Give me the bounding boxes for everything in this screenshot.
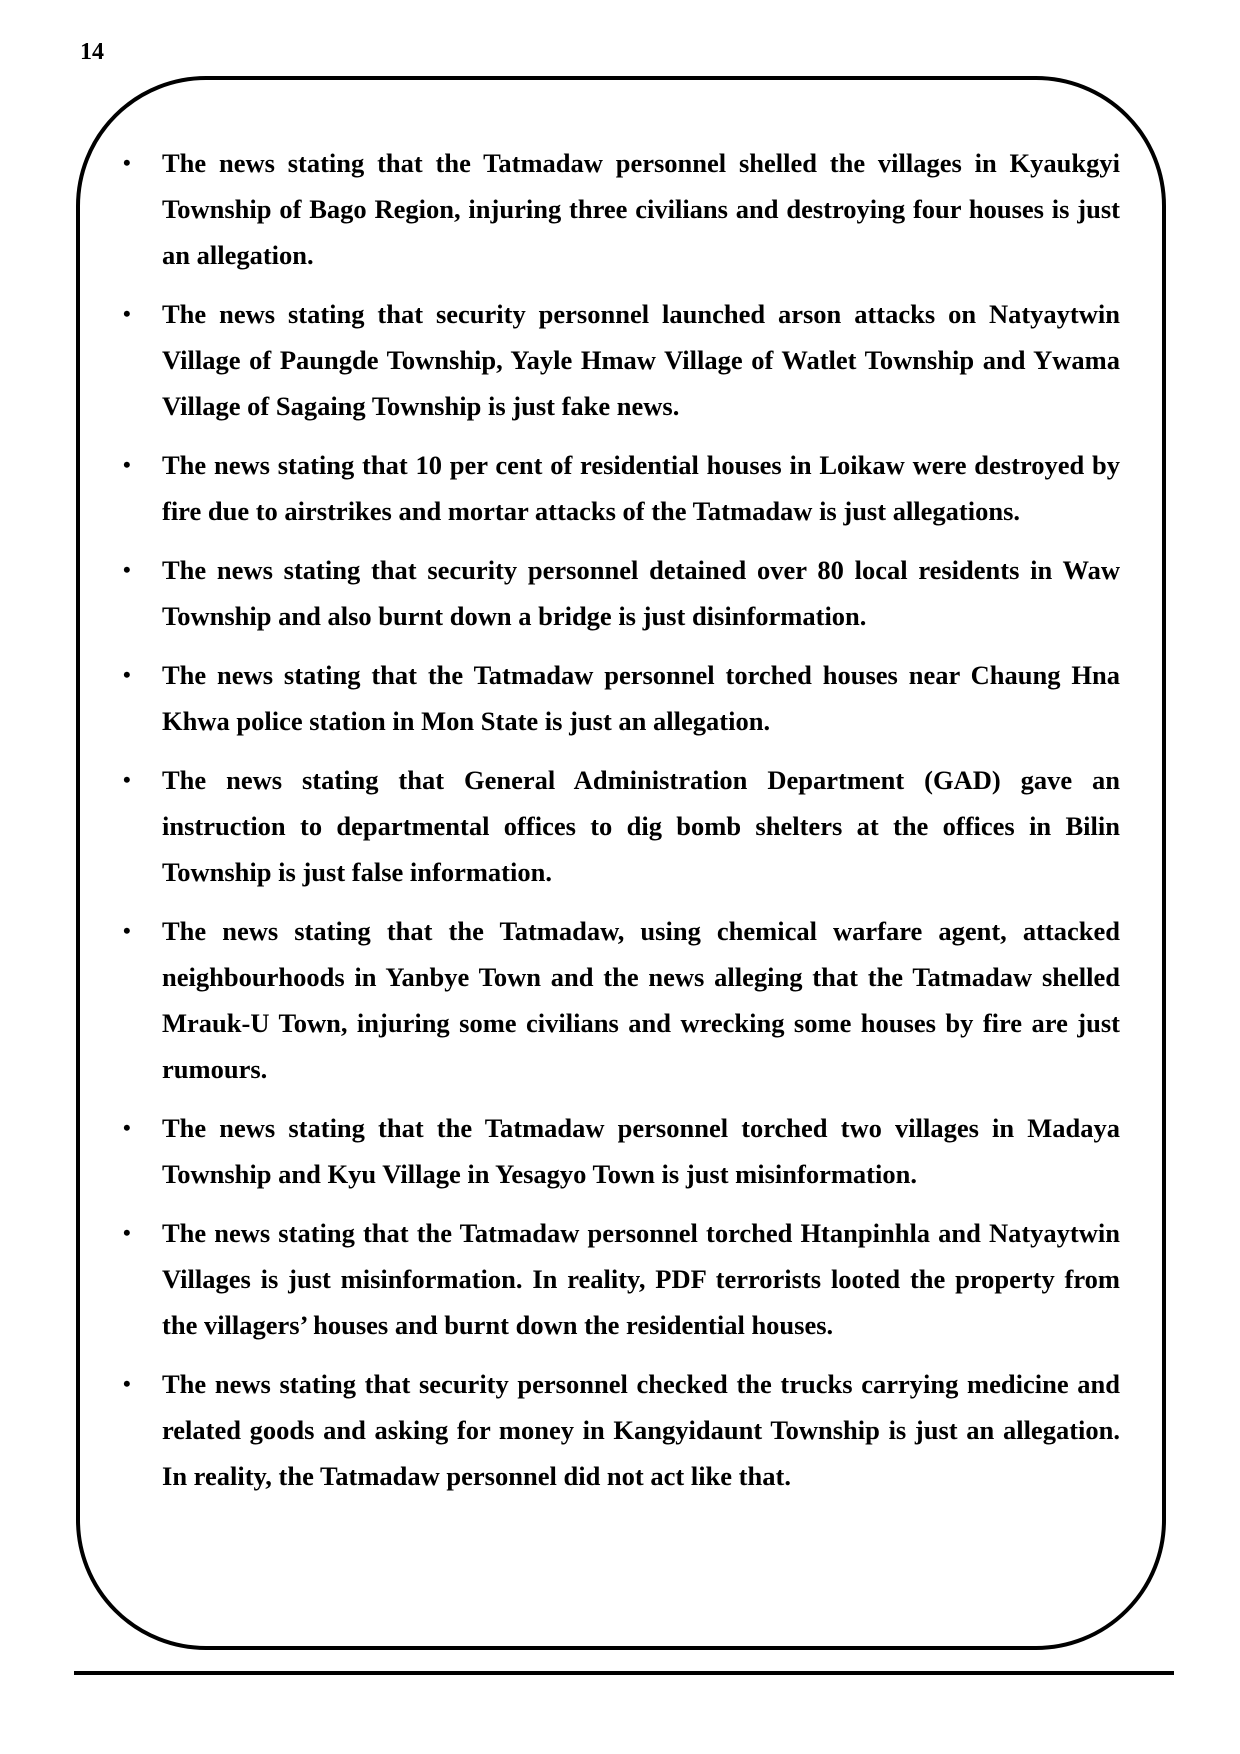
bullet-icon: • [123, 918, 131, 943]
list-item-text: The news stating that security personnel detained over 80 local residents in Waw Township and also burnt down a bridge is just disinformation. [162, 555, 1120, 631]
list-item [120, 1105, 1120, 1197]
list-item [120, 1210, 1120, 1348]
list-item [120, 442, 1120, 534]
bullet-icon: • [123, 301, 131, 326]
list-item [120, 140, 1120, 278]
bullet-icon: • [123, 1220, 131, 1245]
bullet-icon: • [123, 1115, 131, 1140]
bullet-icon: • [123, 662, 131, 687]
list-item [120, 757, 1120, 895]
bullet-icon: • [123, 1371, 131, 1396]
list-item [120, 908, 1120, 1092]
list-item [120, 652, 1120, 744]
list-item-text: The news stating that the Tatmadaw personnel torched houses near Chaung Hna Khwa police station in Mon State is just an allegation. [162, 660, 1120, 736]
bullet-icon: • [123, 557, 131, 582]
list-item-text: The news stating that 10 per cent of residential houses in Loikaw were destroyed by fire due to airstrikes and mortar attacks of the Tatmadaw is just allegations. [162, 450, 1120, 526]
list-item-text: The news stating that security personnel checked the trucks carrying medicine and related goods and asking for money in Kangyidaunt Township is just an allegation. In reality, the Tatmadaw personnel did not act like that. [162, 1369, 1120, 1491]
list-item-text: The news stating that General Administration Department (GAD) gave an instruction to departmental offices to dig bomb shelters at the offices in Bilin Township is just false information. [162, 765, 1120, 887]
list-item-text: The news stating that the Tatmadaw personnel torched Htanpinhla and Natyaytwin Villages is just misinformation. In reality, PDF terrorists looted the property from the villagers’ houses and burnt down the residential houses. [162, 1218, 1120, 1340]
list-item [120, 547, 1120, 639]
list-item-text: The news stating that security personnel launched arson attacks on Natyaytwin Village of Paungde Township, Yayle Hmaw Village of Watlet Township and Ywama Village of Sagaing Township is just fake news. [162, 299, 1120, 421]
list-item-text: The news stating that the Tatmadaw personnel torched two villages in Madaya Township and Kyu Village in Yesagyo Town is just misinformation. [162, 1113, 1120, 1189]
bottom-divider [74, 1671, 1174, 1675]
list-item [120, 1361, 1120, 1499]
list-item-text: The news stating that the Tatmadaw, using chemical warfare agent, attacked neighbourhoods in Yanbye Town and the news alleging that the Tatmadaw shelled Mrauk-U Town, injuring some civilians and wrecking some houses by fire are just rumours. [162, 916, 1120, 1084]
list-item [120, 291, 1120, 429]
bullet-icon: • [123, 150, 131, 175]
bullet-icon: • [123, 452, 131, 477]
news-bullet-list [120, 140, 1120, 1512]
bullet-icon: • [123, 767, 131, 792]
page-number: 14 [80, 39, 104, 65]
list-item-text: The news stating that the Tatmadaw personnel shelled the villages in Kyaukgyi Township of Bago Region, injuring three civilians and destroying four houses is just an allegation. [162, 148, 1120, 270]
